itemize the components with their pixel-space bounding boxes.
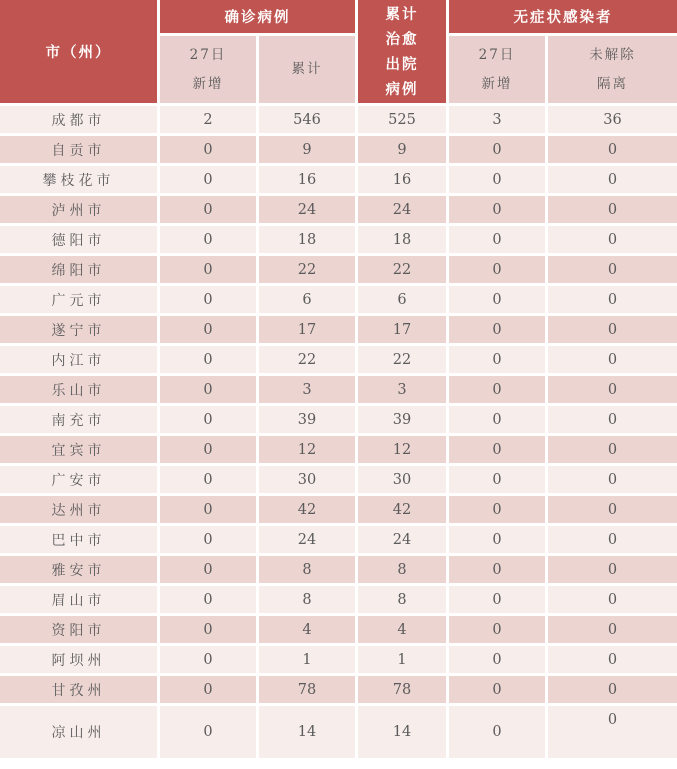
confirmed-total-cell: 8 [259,586,355,613]
city-cell: 宜宾市 [0,436,157,463]
confirmed-new-cell: 0 [160,526,256,553]
subheader-confirmed-total-label: 累计 [291,61,323,77]
cured-discharged-cell: 30 [358,466,446,493]
header-confirmed-label: 确诊病例 [224,9,291,26]
confirmed-total-cell: 6 [259,286,355,313]
city-cell: 广安市 [0,466,157,493]
subheader-not-released-quarantine [548,36,677,103]
asymptomatic-new-cell: 0 [449,316,545,343]
city-cell: 内江市 [0,346,157,373]
cured-discharged-cell: 39 [358,406,446,433]
confirmed-total-cell: 30 [259,466,355,493]
city-cell: 乐山市 [0,376,157,403]
asymptomatic-new-cell: 0 [449,286,545,313]
city-cell: 资阳市 [0,616,157,643]
city-cell: 绵阳市 [0,256,157,283]
confirmed-total-cell: 42 [259,496,355,523]
cured-discharged-cell: 22 [358,346,446,373]
subheader-confirmed-new-line-1: 27日 [189,46,227,63]
header-cured-discharged-column [358,0,446,103]
cured-discharged-cell: 8 [358,556,446,583]
cured-discharged-cell: 9 [358,136,446,163]
confirmed-total-cell: 17 [259,316,355,343]
header-asymptomatic-label: 无症状感染者 [513,9,613,26]
not-released-cell: 0 [548,226,677,253]
city-cell: 攀枝花市 [0,166,157,193]
cured-discharged-cell: 16 [358,166,446,193]
cured-discharged-cell: 24 [358,526,446,553]
cured-discharged-cell: 22 [358,256,446,283]
confirmed-new-cell: 0 [160,286,256,313]
confirmed-total-cell: 22 [259,346,355,373]
asymptomatic-new-cell: 0 [449,586,545,613]
asymptomatic-new-cell: 0 [449,436,545,463]
asymptomatic-new-cell: 0 [449,676,545,703]
city-cell: 德阳市 [0,226,157,253]
asymptomatic-new-cell: 0 [449,616,545,643]
confirmed-total-cell: 3 [259,376,355,403]
city-cell: 阿坝州 [0,646,157,673]
confirmed-new-cell: 0 [160,616,256,643]
cured-discharged-cell: 525 [358,106,446,133]
asymptomatic-new-cell: 3 [449,106,545,133]
cured-discharged-cell: 8 [358,586,446,613]
confirmed-total-cell: 39 [259,406,355,433]
cured-discharged-cell: 14 [358,706,446,758]
city-cell: 广元市 [0,286,157,313]
not-released-cell: 0 [548,616,677,643]
not-released-cell: 0 [548,196,677,223]
confirmed-new-cell: 0 [160,346,256,373]
not-released-cell: 36 [548,106,677,133]
asymptomatic-new-cell: 0 [449,166,545,193]
confirmed-new-cell: 0 [160,496,256,523]
subheader-asymptomatic-new [449,36,545,103]
cured-discharged-cell: 4 [358,616,446,643]
not-released-cell: 0 [548,436,677,463]
confirmed-total-cell: 8 [259,556,355,583]
asymptomatic-new-cell: 0 [449,406,545,433]
header-city-label: 市（州） [45,44,112,61]
confirmed-new-cell: 0 [160,436,256,463]
cured-discharged-cell: 24 [358,196,446,223]
confirmed-new-cell: 0 [160,586,256,613]
not-released-cell: 0 [548,466,677,493]
cured-discharged-cell: 78 [358,676,446,703]
cured-discharged-cell: 12 [358,436,446,463]
asymptomatic-new-cell: 0 [449,376,545,403]
city-cell: 达州市 [0,496,157,523]
city-cell: 泸州市 [0,196,157,223]
confirmed-total-cell: 4 [259,616,355,643]
header-cured-line-4: 病例 [385,80,419,98]
confirmed-total-cell: 14 [259,706,355,758]
confirmed-total-cell: 78 [259,676,355,703]
header-cured-line-1: 累计 [385,5,419,23]
city-cell: 自贡市 [0,136,157,163]
confirmed-new-cell: 0 [160,706,256,758]
not-released-cell: 0 [548,136,677,163]
confirmed-new-cell: 2 [160,106,256,133]
cured-discharged-cell: 6 [358,286,446,313]
asymptomatic-new-cell: 0 [449,136,545,163]
asymptomatic-new-cell: 0 [449,466,545,493]
confirmed-total-cell: 16 [259,166,355,193]
cured-discharged-cell: 17 [358,316,446,343]
header-cured-line-3: 出院 [385,55,419,73]
confirmed-total-cell: 18 [259,226,355,253]
confirmed-new-cell: 0 [160,406,256,433]
confirmed-new-cell: 0 [160,256,256,283]
not-released-cell: 0 [548,316,677,343]
not-released-cell: 0 [548,526,677,553]
not-released-cell: 0 [548,256,677,283]
confirmed-new-cell: 0 [160,376,256,403]
not-released-cell: 0 [548,646,677,673]
header-cured-line-2: 治愈 [385,30,419,48]
confirmed-total-cell: 24 [259,526,355,553]
header-confirmed-group [160,0,355,33]
cured-discharged-cell: 1 [358,646,446,673]
asymptomatic-new-cell: 0 [449,646,545,673]
confirmed-total-cell: 546 [259,106,355,133]
confirmed-new-cell: 0 [160,556,256,583]
header-asymptomatic-group [449,0,677,33]
city-cell: 甘孜州 [0,676,157,703]
header-city-column [0,0,157,103]
cured-discharged-cell: 42 [358,496,446,523]
not-released-cell: 0 [548,496,677,523]
city-cell: 遂宁市 [0,316,157,343]
confirmed-new-cell: 0 [160,466,256,493]
not-released-cell: 0 [548,706,677,758]
confirmed-total-cell: 24 [259,196,355,223]
bottom-whitespace [0,758,677,764]
not-released-cell: 0 [548,286,677,313]
confirmed-new-cell: 0 [160,196,256,223]
asymptomatic-new-cell: 0 [449,526,545,553]
confirmed-new-cell: 0 [160,226,256,253]
city-cell: 巴中市 [0,526,157,553]
cured-discharged-cell: 18 [358,226,446,253]
city-cell: 眉山市 [0,586,157,613]
confirmed-new-cell: 0 [160,316,256,343]
asymptomatic-new-cell: 0 [449,496,545,523]
confirmed-new-cell: 0 [160,646,256,673]
subheader-confirmed-total [259,36,355,103]
confirmed-total-cell: 12 [259,436,355,463]
city-cell: 南充市 [0,406,157,433]
not-released-cell: 0 [548,406,677,433]
confirmed-new-cell: 0 [160,166,256,193]
not-released-cell: 0 [548,676,677,703]
not-released-cell: 0 [548,166,677,193]
subheader-asymptomatic-new-line-1: 27日 [478,46,516,63]
not-released-cell: 0 [548,346,677,373]
confirmed-new-cell: 0 [160,136,256,163]
city-cell: 成都市 [0,106,157,133]
confirmed-total-cell: 22 [259,256,355,283]
not-released-cell: 0 [548,556,677,583]
asymptomatic-new-cell: 0 [449,226,545,253]
subheader-not-released-line-1: 未解除 [589,46,636,63]
asymptomatic-new-cell: 0 [449,346,545,373]
subheader-asymptomatic-new-line-2: 新增 [481,75,513,92]
confirmed-total-cell: 9 [259,136,355,163]
subheader-confirmed-new-line-2: 新增 [192,75,224,92]
not-released-cell: 0 [548,586,677,613]
confirmed-total-cell: 1 [259,646,355,673]
asymptomatic-new-cell: 0 [449,556,545,583]
subheader-not-released-line-2: 隔离 [597,75,628,92]
city-cell: 雅安市 [0,556,157,583]
not-released-cell: 0 [548,376,677,403]
asymptomatic-new-cell: 0 [449,196,545,223]
subheader-confirmed-new [160,36,256,103]
asymptomatic-new-cell: 0 [449,706,545,758]
confirmed-new-cell: 0 [160,676,256,703]
asymptomatic-new-cell: 0 [449,256,545,283]
cured-discharged-cell: 3 [358,376,446,403]
city-cell: 凉山州 [0,706,157,758]
